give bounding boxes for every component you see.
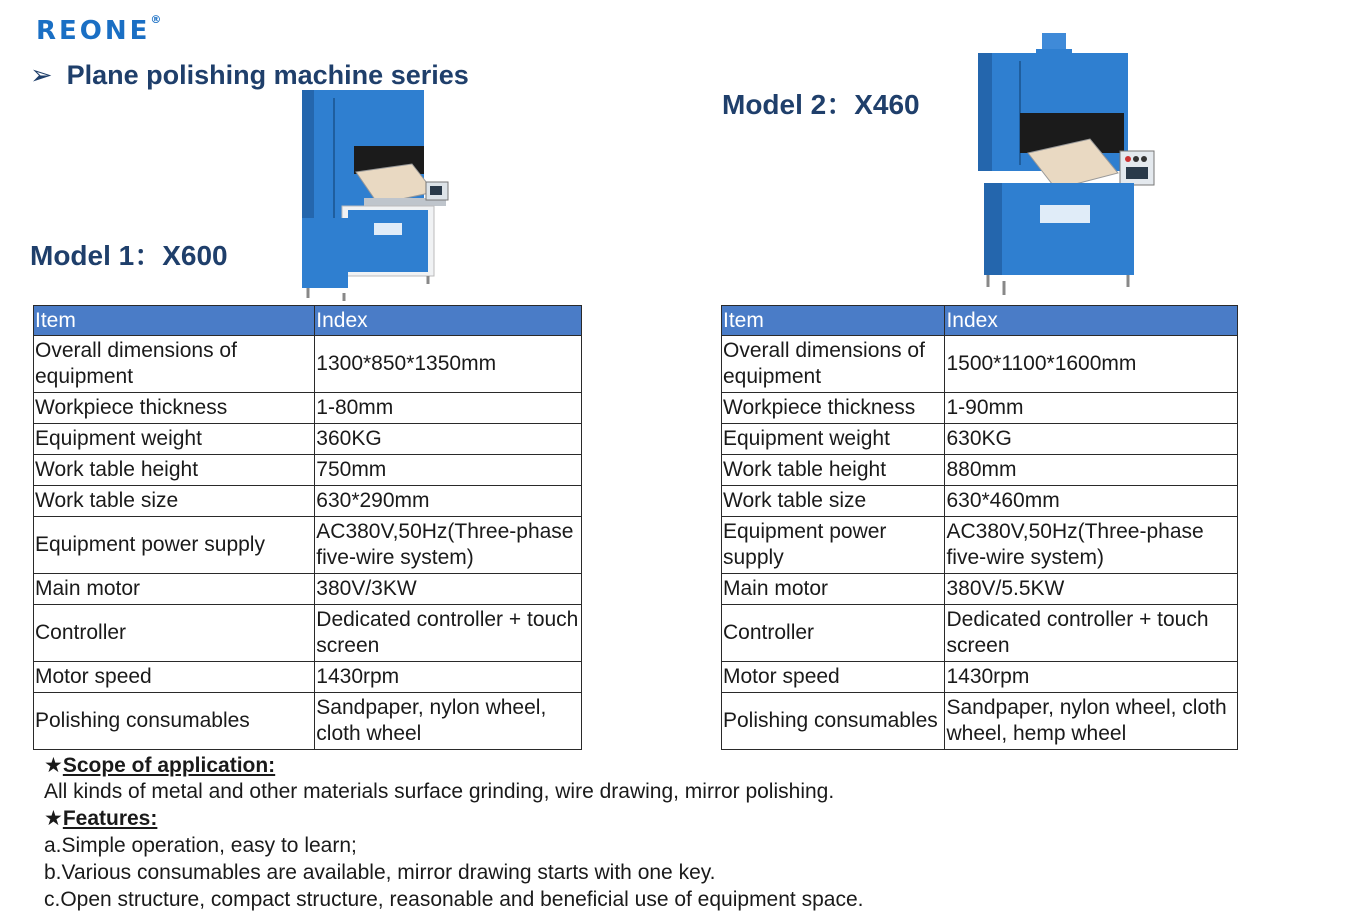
series-heading [30,60,469,91]
table-row [722,424,1238,455]
table-row [34,336,582,393]
row-value: AC380V,50Hz(Three-phase five-wire system) [945,517,1238,574]
row-value: Sandpaper, nylon wheel, cloth wheel, hemp wheel [945,693,1238,750]
row-value: 1300*850*1350mm [315,336,582,393]
table-row [722,486,1238,517]
brand-logo [36,13,162,46]
scope-text: All kinds of metal and other materials surface grinding, wire drawing, mirror polishing. [44,780,835,803]
row-label: Polishing consumables [34,693,315,750]
row-value: Dedicated controller + touch screen [945,605,1238,662]
feature-item: c.Open structure, compact structure, reasonable and beneficial use of equipment space. [44,888,864,911]
row-label: Equipment weight [34,424,315,455]
row-label: Overall dimensions of equipment [722,336,945,393]
row-label: Equipment weight [722,424,945,455]
machine-x600-image [294,88,454,303]
registered-mark: ® [150,13,162,27]
model1-title: Model 1：X600 [30,240,228,271]
model2-title: Model 2：X460 [722,89,920,120]
table-row [722,393,1238,424]
row-value: AC380V,50Hz(Three-phase five-wire system) [315,517,582,574]
table-row [722,574,1238,605]
row-value: 380V/3KW [315,574,582,605]
row-value: 1-80mm [315,393,582,424]
table-row [34,662,582,693]
table-row [722,662,1238,693]
logo-text: REONE [36,16,151,46]
arrow-bullet-icon: ➢ [30,60,53,90]
table-header-row [722,306,1238,336]
row-label: Work table size [722,486,945,517]
table-row [722,605,1238,662]
feature-item: a.Simple operation, easy to learn; [44,834,357,857]
row-value: 630*290mm [315,486,582,517]
feature-item: b.Various consumables are available, mirror drawing starts with one key. [44,861,716,884]
row-label: Controller [722,605,945,662]
row-value: 630*460mm [945,486,1238,517]
series-title-text: Plane polishing machine series [66,60,469,90]
machine-x460-image [970,33,1160,298]
row-label: Main motor [34,574,315,605]
row-value: 750mm [315,455,582,486]
features-heading [44,805,157,832]
table-row [722,336,1238,393]
table-row [722,693,1238,750]
table-row [34,393,582,424]
star-icon: ★ [44,807,63,830]
row-value: 380V/5.5KW [945,574,1238,605]
model2-spec-table [721,305,1238,750]
row-label: Motor speed [34,662,315,693]
row-label: Workpiece thickness [722,393,945,424]
header-index: Index [315,306,582,336]
row-value: 1430rpm [945,662,1238,693]
table-row [34,574,582,605]
scope-heading-label: Scope of application: [62,754,276,777]
row-value: 880mm [945,455,1238,486]
row-label: Motor speed [722,662,945,693]
table-row [34,605,582,662]
row-value: 1430rpm [315,662,582,693]
row-label: Main motor [722,574,945,605]
header-item: Item [722,306,945,336]
row-label: Workpiece thickness [34,393,315,424]
star-icon: ★ [44,754,63,777]
model1-spec-table [33,305,582,750]
row-label: Work table height [722,455,945,486]
row-label: Work table size [34,486,315,517]
table-row [34,424,582,455]
row-value: 1-90mm [945,393,1238,424]
row-label: Controller [34,605,315,662]
row-label: Overall dimensions of equipment [34,336,315,393]
table-row [34,693,582,750]
features-heading-label: Features: [62,807,158,830]
table-row [34,517,582,574]
table-row [34,455,582,486]
header-index: Index [945,306,1238,336]
table-header-row [34,306,582,336]
table-row [722,455,1238,486]
table-row [34,486,582,517]
row-value: 630KG [945,424,1238,455]
row-label: Equipment power supply [722,517,945,574]
table-row [722,517,1238,574]
row-value: 1500*1100*1600mm [945,336,1238,393]
header-item: Item [34,306,315,336]
row-value: Sandpaper, nylon wheel, cloth wheel [315,693,582,750]
row-label: Work table height [34,455,315,486]
row-value: 360KG [315,424,582,455]
row-value: Dedicated controller + touch screen [315,605,582,662]
row-label: Polishing consumables [722,693,945,750]
scope-heading [44,752,275,779]
row-label: Equipment power supply [34,517,315,574]
